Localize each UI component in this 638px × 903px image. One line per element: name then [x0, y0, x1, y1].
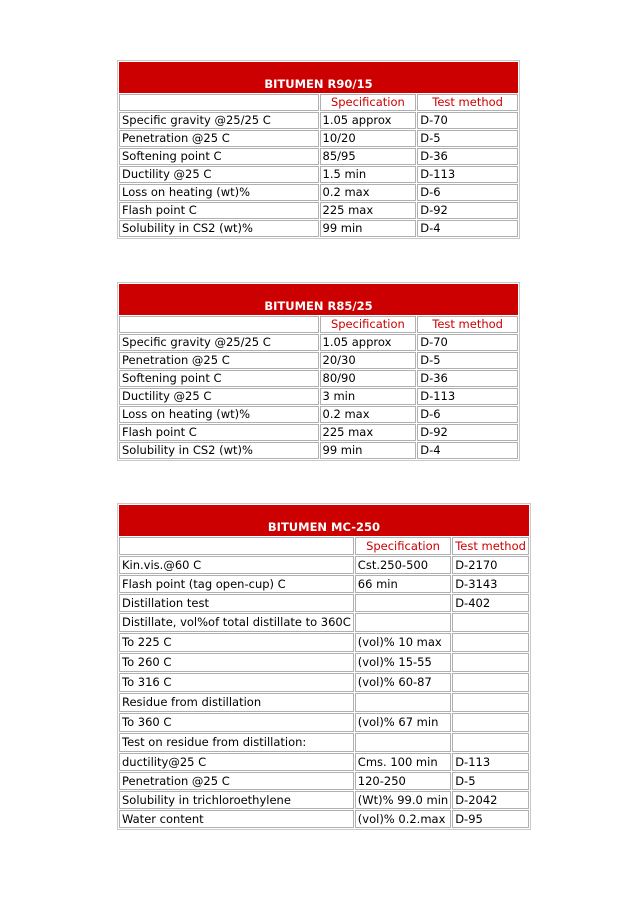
header-test-method: Test method — [417, 94, 518, 111]
test-method-cell: D-4 — [417, 442, 518, 459]
property-cell: Penetration @25 C — [119, 772, 354, 790]
test-method-cell: D-95 — [452, 810, 529, 828]
specification-cell: 10/20 — [320, 130, 417, 147]
property-cell: Distillation test — [119, 594, 354, 612]
specification-cell: 225 max — [320, 202, 417, 219]
specification-cell — [355, 693, 451, 712]
table-title: BITUMEN R85/25 — [119, 284, 518, 315]
specification-cell: 20/30 — [320, 352, 417, 369]
test-method-cell: D-4 — [417, 220, 518, 237]
table-row — [119, 424, 518, 441]
test-method-cell — [452, 653, 529, 672]
table-row — [119, 184, 518, 201]
table-title: BITUMEN R90/15 — [119, 62, 518, 93]
test-method-cell: D-402 — [452, 594, 529, 612]
spec-table-r90-15 — [117, 60, 520, 239]
test-method-cell: D-113 — [417, 388, 518, 405]
property-cell: To 225 C — [119, 633, 354, 652]
test-method-cell: D-70 — [417, 112, 518, 129]
spec-table-r85-25 — [117, 282, 520, 461]
specification-cell: Cms. 100 min — [355, 753, 451, 771]
table-row — [119, 733, 529, 752]
header-specification: Specification — [320, 94, 417, 111]
table-row — [119, 556, 529, 574]
table-row — [119, 220, 518, 237]
test-method-cell: D-36 — [417, 370, 518, 387]
property-cell: Ductility @25 C — [119, 388, 319, 405]
header-property — [119, 94, 319, 111]
test-method-cell: D-113 — [417, 166, 518, 183]
specification-cell: (vol)% 67 min — [355, 713, 451, 732]
test-method-cell: D-113 — [452, 753, 529, 771]
specification-cell: (vol)% 10 max — [355, 633, 451, 652]
table-title-row — [119, 62, 518, 93]
table-row — [119, 388, 518, 405]
table-row — [119, 166, 518, 183]
test-method-cell — [452, 613, 529, 632]
table-title: BITUMEN MC-250 — [119, 505, 529, 536]
property-cell: Ductility @25 C — [119, 166, 319, 183]
test-method-cell: D-2170 — [452, 556, 529, 574]
test-method-cell: D-6 — [417, 406, 518, 423]
specification-cell: 1.5 min — [320, 166, 417, 183]
table-row — [119, 575, 529, 593]
specification-cell — [355, 594, 451, 612]
property-cell: Penetration @25 C — [119, 130, 319, 147]
property-cell: Specific gravity @25/25 C — [119, 112, 319, 129]
table-row — [119, 613, 529, 632]
property-cell: Flash point C — [119, 202, 319, 219]
test-method-cell — [452, 713, 529, 732]
specification-cell: (vol)% 60-87 — [355, 673, 451, 692]
property-cell: Loss on heating (wt)% — [119, 184, 319, 201]
property-cell: To 360 C — [119, 713, 354, 732]
test-method-cell: D-5 — [452, 772, 529, 790]
specification-cell: (vol)% 15-55 — [355, 653, 451, 672]
property-cell: Distillate, vol%of total distillate to 360C — [119, 613, 354, 632]
test-method-cell — [452, 733, 529, 752]
test-method-cell: D-92 — [417, 202, 518, 219]
specification-cell: 225 max — [320, 424, 417, 441]
property-cell: Kin.vis.@60 C — [119, 556, 354, 574]
specification-cell: 1.05 approx — [320, 334, 417, 351]
specification-cell: (Wt)% 99.0 min — [355, 791, 451, 809]
specification-cell: 0.2 max — [320, 406, 417, 423]
table-title-row — [119, 284, 518, 315]
specification-cell: 85/95 — [320, 148, 417, 165]
specification-cell: (vol)% 0.2.max — [355, 810, 451, 828]
spec-table-mc-250 — [117, 503, 531, 830]
specification-cell: 66 min — [355, 575, 451, 593]
test-method-cell: D-3143 — [452, 575, 529, 593]
test-method-cell: D-92 — [417, 424, 518, 441]
test-method-cell — [452, 633, 529, 652]
table-header-row — [119, 316, 518, 333]
table-row — [119, 772, 529, 790]
table-row — [119, 633, 529, 652]
property-cell: Loss on heating (wt)% — [119, 406, 319, 423]
table-row — [119, 693, 529, 712]
test-method-cell: D-36 — [417, 148, 518, 165]
property-cell: To 260 C — [119, 653, 354, 672]
property-cell: Solubility in CS2 (wt)% — [119, 220, 319, 237]
table-row — [119, 130, 518, 147]
specification-cell: 80/90 — [320, 370, 417, 387]
header-property — [119, 316, 319, 333]
property-cell: Water content — [119, 810, 354, 828]
table-row — [119, 112, 518, 129]
table-row — [119, 334, 518, 351]
property-cell: Penetration @25 C — [119, 352, 319, 369]
header-specification: Specification — [355, 537, 451, 555]
specification-cell: Cst.250-500 — [355, 556, 451, 574]
header-test-method: Test method — [417, 316, 518, 333]
header-test-method: Test method — [452, 537, 529, 555]
specification-cell: 99 min — [320, 442, 417, 459]
property-cell: Softening point C — [119, 148, 319, 165]
test-method-cell: D-5 — [417, 352, 518, 369]
specification-cell: 1.05 approx — [320, 112, 417, 129]
property-cell: Softening point C — [119, 370, 319, 387]
specification-cell: 3 min — [320, 388, 417, 405]
header-specification: Specification — [320, 316, 417, 333]
test-method-cell: D-5 — [417, 130, 518, 147]
test-method-cell: D-70 — [417, 334, 518, 351]
table-row — [119, 810, 529, 828]
table-row — [119, 202, 518, 219]
test-method-cell — [452, 673, 529, 692]
property-cell: Flash point (tag open-cup) C — [119, 575, 354, 593]
table-row — [119, 370, 518, 387]
property-cell: Solubility in CS2 (wt)% — [119, 442, 319, 459]
table-row — [119, 442, 518, 459]
property-cell: Test on residue from distillation: — [119, 733, 354, 752]
table-row — [119, 653, 529, 672]
table-row — [119, 406, 518, 423]
property-cell: Residue from distillation — [119, 693, 354, 712]
table-row — [119, 673, 529, 692]
header-property — [119, 537, 354, 555]
table-row — [119, 594, 529, 612]
specification-cell: 99 min — [320, 220, 417, 237]
property-cell: To 316 C — [119, 673, 354, 692]
table-row — [119, 713, 529, 732]
property-cell: Specific gravity @25/25 C — [119, 334, 319, 351]
table-header-row — [119, 537, 529, 555]
property-cell: Solubility in trichloroethylene — [119, 791, 354, 809]
specification-cell — [355, 733, 451, 752]
specification-cell: 0.2 max — [320, 184, 417, 201]
property-cell: Flash point C — [119, 424, 319, 441]
table-row — [119, 352, 518, 369]
test-method-cell — [452, 693, 529, 712]
specification-cell: 120-250 — [355, 772, 451, 790]
table-title-row — [119, 505, 529, 536]
property-cell: ductility@25 C — [119, 753, 354, 771]
test-method-cell: D-6 — [417, 184, 518, 201]
specification-cell — [355, 613, 451, 632]
table-row — [119, 148, 518, 165]
table-row — [119, 791, 529, 809]
test-method-cell: D-2042 — [452, 791, 529, 809]
table-row — [119, 753, 529, 771]
table-header-row — [119, 94, 518, 111]
